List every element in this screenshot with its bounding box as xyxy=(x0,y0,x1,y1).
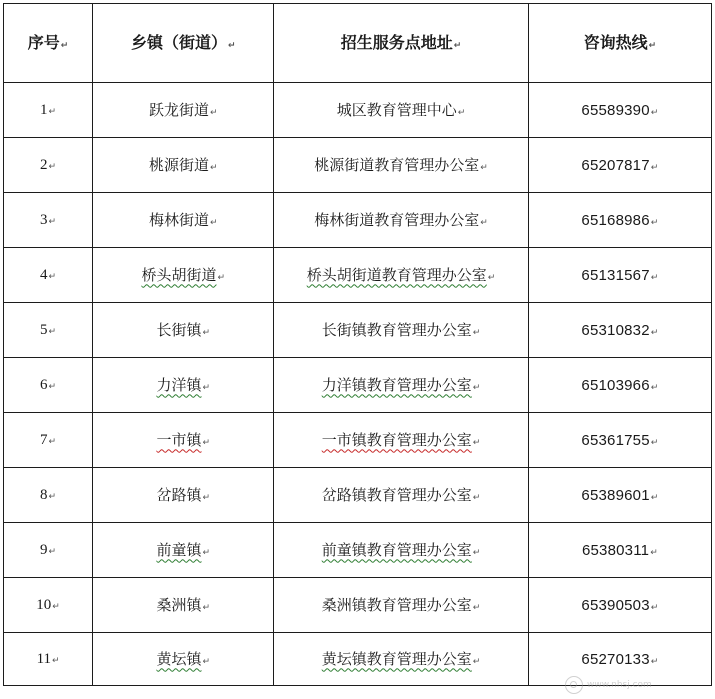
paragraph-mark-icon: ↵ xyxy=(48,217,57,227)
town-name-cell xyxy=(93,413,274,468)
paragraph-mark-icon: ↵ xyxy=(650,272,659,283)
paragraph-mark-icon: ↵ xyxy=(472,492,481,503)
hotline-text: 65168986 xyxy=(581,211,650,229)
town-name-text: 力洋镇 xyxy=(156,375,202,394)
paragraph-mark-icon: ↵ xyxy=(202,437,211,448)
header-cell xyxy=(4,4,93,83)
row-number-cell xyxy=(4,578,93,633)
town-name-cell xyxy=(93,633,274,686)
header-cell xyxy=(528,4,711,83)
paragraph-mark-icon: ↵ xyxy=(650,107,659,118)
service-address-text: 桥头胡街道教育管理办公室 xyxy=(306,265,487,284)
paragraph-mark-icon: ↵ xyxy=(217,272,226,283)
hotline-cell xyxy=(528,578,711,633)
paragraph-mark-icon: ↵ xyxy=(457,107,466,118)
hotline-text: 65390503 xyxy=(581,596,650,614)
row-number-text: 10 xyxy=(36,597,52,613)
service-address-cell xyxy=(274,303,528,358)
town-name-text: 跃龙街道 xyxy=(148,100,209,119)
hotline-cell xyxy=(528,248,711,303)
table-header-row xyxy=(4,4,712,83)
hotline-text: 65380311 xyxy=(581,541,650,559)
paragraph-mark-icon: ↵ xyxy=(202,547,211,558)
service-address-text: 岔路镇教育管理办公室 xyxy=(321,485,472,504)
paragraph-mark-icon: ↵ xyxy=(209,107,218,118)
service-address-text: 长街镇教育管理办公室 xyxy=(321,320,472,339)
hotline-text: 65270133 xyxy=(581,650,650,668)
town-name-text: 前童镇 xyxy=(156,540,202,559)
header-address-label: 招生服务点地址 xyxy=(340,33,453,52)
row-number-cell xyxy=(4,413,93,468)
paragraph-mark-icon: ↵ xyxy=(202,382,211,393)
hotline-text: 65589390 xyxy=(581,101,650,119)
paragraph-mark-icon: ↵ xyxy=(48,437,57,447)
paragraph-mark-icon: ↵ xyxy=(48,547,57,557)
header-no-label: 序号 xyxy=(27,33,60,52)
service-address-text: 力洋镇教育管理办公室 xyxy=(321,375,472,394)
service-address-cell xyxy=(274,248,528,303)
paragraph-mark-icon: ↵ xyxy=(480,162,488,173)
service-address-text: 梅林街道教育管理办公室 xyxy=(314,210,480,229)
paragraph-mark-icon: ↵ xyxy=(650,437,659,448)
row-number-cell xyxy=(4,248,93,303)
row-number-text: 1 xyxy=(40,102,48,118)
paragraph-mark-icon: ↵ xyxy=(202,492,211,503)
table-row xyxy=(4,523,712,578)
header-cell xyxy=(93,4,274,83)
paragraph-mark-icon: ↵ xyxy=(472,602,481,613)
table-row xyxy=(4,303,712,358)
paragraph-mark-icon: ↵ xyxy=(650,382,659,393)
paragraph-mark-icon: ↵ xyxy=(472,437,481,448)
paragraph-mark-icon: ↵ xyxy=(209,217,218,228)
town-name-cell xyxy=(93,468,274,523)
hotline-text: 65103966 xyxy=(581,376,650,394)
paragraph-mark-icon: ↵ xyxy=(472,656,481,667)
paragraph-mark-icon: ↵ xyxy=(202,656,211,667)
hotline-cell xyxy=(528,358,711,413)
paragraph-mark-icon: ↵ xyxy=(650,492,659,503)
hotline-text: 65310832 xyxy=(581,321,650,339)
row-number-text: 5 xyxy=(40,322,48,338)
town-name-text: 桥头胡街道 xyxy=(141,265,217,284)
row-number-cell xyxy=(4,193,93,248)
table-row xyxy=(4,578,712,633)
town-name-text: 岔路镇 xyxy=(156,485,202,504)
service-address-text: 一市镇教育管理办公室 xyxy=(321,430,472,449)
row-number-cell xyxy=(4,303,93,358)
hotline-text: 65131567 xyxy=(581,266,650,284)
header-town-label: 乡镇（街道） xyxy=(130,33,227,52)
row-number-text: 3 xyxy=(40,212,48,228)
paragraph-mark-icon: ↵ xyxy=(202,602,211,613)
header-cell xyxy=(274,4,528,83)
paragraph-mark-icon: ↵ xyxy=(472,547,481,558)
service-address-text: 城区教育管理中心 xyxy=(336,100,457,119)
enrollment-service-table xyxy=(3,3,712,686)
service-address-cell xyxy=(274,83,528,138)
paragraph-mark-icon: ↵ xyxy=(48,382,57,392)
hotline-cell xyxy=(528,303,711,358)
service-address-cell xyxy=(274,523,528,578)
service-address-cell xyxy=(274,193,528,248)
row-number-text: 7 xyxy=(40,432,48,448)
row-number-cell xyxy=(4,468,93,523)
site-watermark xyxy=(565,675,705,695)
paragraph-mark-icon: ↵ xyxy=(472,382,481,393)
row-number-cell xyxy=(4,523,93,578)
paragraph-mark-icon: ↵ xyxy=(209,162,218,173)
paragraph-mark-icon: ↵ xyxy=(650,547,658,558)
paragraph-mark-icon: ↵ xyxy=(650,217,659,228)
hotline-cell xyxy=(528,468,711,523)
paragraph-mark-icon: ↵ xyxy=(453,41,462,51)
town-name-cell xyxy=(93,138,274,193)
town-name-cell xyxy=(93,523,274,578)
town-name-text: 黄坛镇 xyxy=(156,649,202,668)
table-row xyxy=(4,193,712,248)
paragraph-mark-icon: ↵ xyxy=(48,272,57,282)
town-name-text: 桑洲镇 xyxy=(156,595,202,614)
town-name-text: 梅林街道 xyxy=(148,210,209,229)
row-number-cell xyxy=(4,83,93,138)
paragraph-mark-icon: ↵ xyxy=(60,41,69,51)
paragraph-mark-icon: ↵ xyxy=(48,492,57,502)
table-row xyxy=(4,358,712,413)
header-phone-label: 咨询热线 xyxy=(583,33,648,52)
paragraph-mark-icon: ↵ xyxy=(650,162,659,173)
town-name-text: 一市镇 xyxy=(156,430,202,449)
service-address-cell xyxy=(274,358,528,413)
town-name-cell xyxy=(93,83,274,138)
town-name-cell xyxy=(93,193,274,248)
row-number-text: 8 xyxy=(40,487,48,503)
paragraph-mark-icon: ↵ xyxy=(487,272,496,283)
table-row xyxy=(4,138,712,193)
watermark-logo-icon xyxy=(565,676,583,694)
row-number-text: 6 xyxy=(40,377,48,393)
hotline-cell xyxy=(528,193,711,248)
service-address-text: 前童镇教育管理办公室 xyxy=(321,540,472,559)
town-name-cell xyxy=(93,578,274,633)
table-row xyxy=(4,468,712,523)
town-name-text: 桃源街道 xyxy=(148,155,209,174)
hotline-cell xyxy=(528,413,711,468)
service-address-cell xyxy=(274,578,528,633)
service-address-text: 桑洲镇教育管理办公室 xyxy=(321,595,472,614)
hotline-text: 65207817 xyxy=(581,156,650,174)
town-name-cell xyxy=(93,248,274,303)
hotline-text: 65389601 xyxy=(581,486,650,504)
paragraph-mark-icon: ↵ xyxy=(52,602,60,612)
paragraph-mark-icon: ↵ xyxy=(648,41,657,51)
town-name-cell xyxy=(93,303,274,358)
service-address-cell xyxy=(274,468,528,523)
paragraph-mark-icon: ↵ xyxy=(48,107,57,117)
row-number-cell xyxy=(4,358,93,413)
hotline-cell xyxy=(528,523,711,578)
paragraph-mark-icon: ↵ xyxy=(472,327,481,338)
row-number-text: 4 xyxy=(40,267,48,283)
row-number-cell xyxy=(4,633,93,686)
paragraph-mark-icon: ↵ xyxy=(202,327,211,338)
paragraph-mark-icon: ↵ xyxy=(227,41,236,51)
paragraph-mark-icon: ↵ xyxy=(48,162,57,172)
row-number-text: 11 xyxy=(36,651,52,667)
paragraph-mark-icon: ↵ xyxy=(650,656,659,667)
table-row xyxy=(4,248,712,303)
service-address-cell xyxy=(274,413,528,468)
watermark-text: www.nhsj.com xyxy=(587,679,652,690)
paragraph-mark-icon: ↵ xyxy=(650,602,659,613)
town-name-text: 长街镇 xyxy=(156,320,202,339)
hotline-text: 65361755 xyxy=(581,431,650,449)
paragraph-mark-icon: ↵ xyxy=(48,327,57,337)
table-row xyxy=(4,83,712,138)
paragraph-mark-icon: ↵ xyxy=(52,656,60,666)
service-address-cell xyxy=(274,633,528,686)
hotline-cell xyxy=(528,83,711,138)
table-row xyxy=(4,413,712,468)
paragraph-mark-icon: ↵ xyxy=(650,327,659,338)
service-address-cell xyxy=(274,138,528,193)
service-address-text: 桃源街道教育管理办公室 xyxy=(314,155,480,174)
town-name-cell xyxy=(93,358,274,413)
hotline-cell xyxy=(528,138,711,193)
row-number-cell xyxy=(4,138,93,193)
paragraph-mark-icon: ↵ xyxy=(480,217,488,228)
service-address-text: 黄坛镇教育管理办公室 xyxy=(321,649,472,668)
row-number-text: 2 xyxy=(40,157,48,173)
row-number-text: 9 xyxy=(40,542,48,558)
